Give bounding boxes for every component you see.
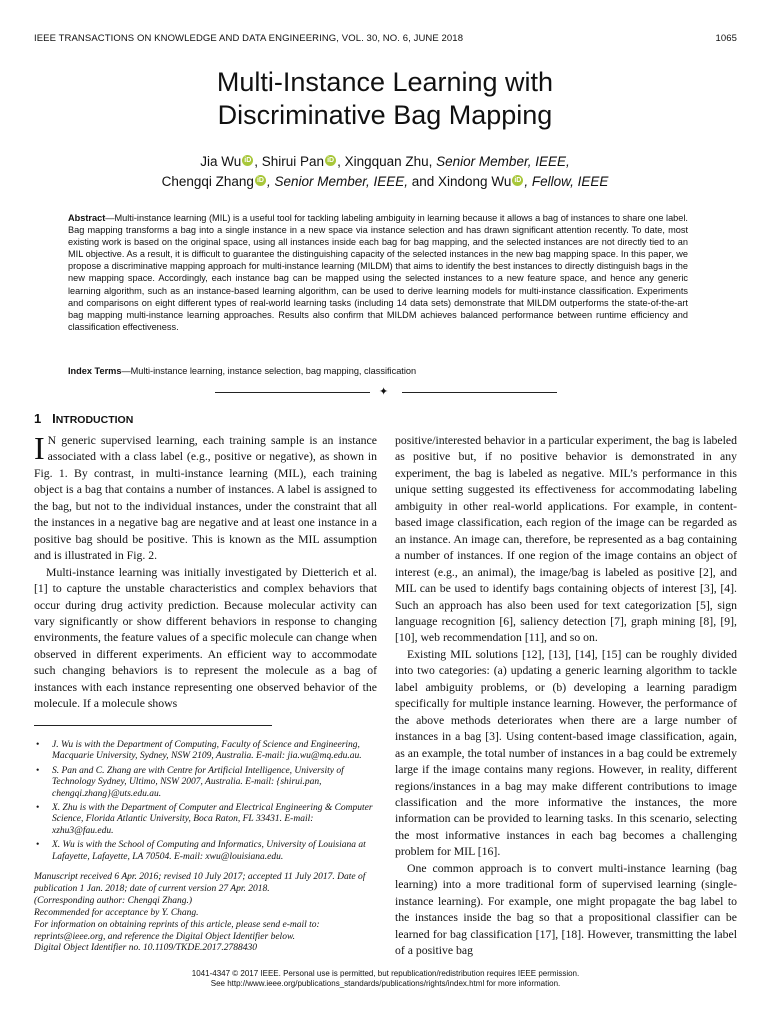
paragraph: Multi-instance learning was initially investigated by Dietterich et al. [1] to capture the unstable characteristics and complex behaviors that occur during drug activity prediction. Because molecular activity can vary significantly or show different behaviors in response to changing environments, the feature values of a specific molecule can change when observed in different experiments. An efficient way to accommodate such changing behaviors is to represent the molecule as a bag of instances with each instance representing one observed behavior of the molecule. If a molecule shows bbox=[34, 565, 377, 711]
bullet-icon: • bbox=[36, 765, 40, 776]
paragraph: I N generic supervised learning, each training sample is an instance associated with a class label (e.g., positive or negative), as shown in Fig. 1. By contrast, in multi-instance learning (MIL), each training object is a bag that contains a number of instances. A label is assigned to the bag, but not to the individual instances, under the constraint that all the instances in a negative bag are negative and at least one instance in a positive bag should be positive. This is known as the MIL assumption and is illustrated in Fig. 2. bbox=[34, 430, 377, 563]
rights-link[interactable]: See http://www.ieee.org/publications_standards/publications/rights/index.html for more information. bbox=[210, 978, 561, 988]
author-xindong-wu: and Xindong Wu bbox=[408, 174, 512, 189]
orcid-icon[interactable]: iD bbox=[244, 157, 252, 164]
journal-header: IEEE TRANSACTIONS ON KNOWLEDGE AND DATA ENGINEERING, VOL. 30, NO. 6, JUNE 2018 bbox=[34, 33, 464, 44]
abstract-label: Abstract bbox=[68, 213, 106, 223]
orcid-icon[interactable]: iD bbox=[327, 157, 335, 164]
author-line-1 bbox=[60, 152, 710, 172]
paragraph: One common approach is to convert multi-instance learning (bag learning) into a more traditional form of supervised learning (single-instance learning). For example, one might propagate the bag label to the instances inside the bag so that a propositional classifier can be learned for bag classification [17], [18]. However, transmitting the label of a positive bag bbox=[395, 861, 737, 958]
doi[interactable]: Digital Object Identifier no. 10.1109/TKDE.2017.2788430 bbox=[34, 943, 258, 954]
footnote-item: • X. Zhu is with the Department of Computer and Electrical Engineering & Computer Science, Florida Atlantic University, Boca Raton, FL 33431. E-mail: xzhu3@fau.edu. bbox=[36, 803, 373, 836]
footnote-rule bbox=[34, 725, 272, 726]
index-terms-text: —Multi-instance learning, instance selection, bag mapping, classification bbox=[121, 366, 417, 376]
paragraph: positive/interested behavior in a particular experiment, the bag is labeled as positive but, if no positive behavior is demonstrated in any experiment, the bag is labeled as negative. MIL’s performance in this unique setting suggested its effectiveness for accommodating labeling ambiguity in other real-world applications. For example, in content-based image classification, each region of the image can be regarded as an instance. An image can, therefore, be represented as a bag containing a number of instances. If one region of the image contains an object of interest (e.g., an animal), the image/bag is labeled as positive [2], and MIL can be used to identify bags containing objects of interest [3], [4]. Such an approach has also been used for text categorization [5], sign language recognition [6], saliency detection [7], graph mining [8], [9], [10], web recommendation [11], and so on. bbox=[395, 434, 737, 645]
bullet-icon: • bbox=[36, 740, 40, 750]
bullet-icon: • bbox=[36, 803, 40, 814]
title-line-1: Multi-Instance Learning with bbox=[216, 67, 554, 97]
bullet-icon: • bbox=[36, 840, 40, 851]
section-title-rest: NTRODUCTION bbox=[55, 414, 134, 426]
footnote-item: • X. Wu is with the School of Computing and Informatics, University of Louisiana at Lafayette, Lafayette, LA 70504. E-mail: xwu@louisiana.edu. bbox=[36, 840, 366, 862]
orcid-icon[interactable]: iD bbox=[256, 177, 264, 184]
paragraph: Existing MIL solutions [12], [13], [14], [15] can be roughly divided into two categories: (a) updating a generic learning algorithm to tackle label ambiguity problems, or (b) developing a learning paradigm specifically for multiple instance learning. However, the performance of the above methods deteriorates when there are a large number of instances in a bag [3]. Using content-based image classification, again, as an example, the total number of instances in a bag could be extremely large if the image contains many regions. However, in reality, different regions/instances in a bag may make different contributions to image classification and the more informative the instances, the more information can be provided to learning tasks. In this scenario, selecting the most informative instances in each bag becomes a challenging problem for MIL [16]. bbox=[395, 647, 737, 859]
divider-diamond-icon: ✦ bbox=[379, 386, 389, 398]
author-role: , Fellow, IEEE bbox=[524, 174, 609, 189]
divider-line-left bbox=[215, 392, 370, 393]
affiliation-footnotes bbox=[34, 740, 377, 866]
paper-title bbox=[60, 66, 710, 132]
orcid-icon[interactable]: iD bbox=[514, 177, 522, 184]
footnote-item: • S. Pan and C. Zhang are with Centre for Artificial Intelligence, University of Technology Sydney, Ultimo, NSW 2007, Australia. E-mail: {shirui.pan, chengqi.zhang}@uts.edu.au. bbox=[36, 765, 344, 799]
reprints-info: For information on obtaining reprints of this article, please send e-mail to: reprints@ieee.org, and reference the Digital Object Identifier below. bbox=[34, 919, 320, 942]
page-number: 1065 bbox=[715, 33, 737, 44]
author-role: Senior Member, IEEE, bbox=[436, 154, 570, 169]
abstract-text: —Multi-instance learning (MIL) is a useful tool for tackling labeling ambiguity in learning because it allows a bag of instances to share one label. Bag mapping transforms a bag into a single instance in a new space via instance selection and has drawn significant attention recently. To date, most existing work is based on the original space, using all instances inside each bag for bag mapping, and the selected instances are not directly tied to an MIL objective. As a result, it is difficult to guarantee the distinguishing capacity of the selected instances in the new bag mapping space. In this paper, we propose a discriminative mapping approach for multi-instance learning (MILDM) that aims to identify the best instances to directly distinguish bags in the new mapping space. Accordingly, each instance bag can be mapped using the selected instances to a new feature space, and hence any generic learning algorithm, such as an instance-based learning algorithm, can be used to derive learning models for multi-instance classification. Experiments and comparisons on eight different types of real-world learning tasks (including 14 data sets) demonstrate that MILDM outperforms the state-of-the-art bag mapping multi-instance learning approaches. Results also confirm that MILDM achieves balanced performance between runtime efficiency and classification effectiveness. bbox=[68, 213, 688, 332]
author-chengqi-zhang: Chengqi Zhang bbox=[161, 174, 254, 189]
copyright-line: 1041-4347 © 2017 IEEE. Personal use is permitted, but republication/redistribution requires IEEE permission. bbox=[191, 969, 580, 978]
index-terms bbox=[68, 365, 688, 377]
running-header bbox=[34, 33, 737, 47]
section-heading bbox=[34, 411, 133, 426]
footnote-item: • J. Wu is with the Department of Computing, Faculty of Science and Engineering, Macquarie University, Sydney, NSW 2109, Australia. E-mail: jia.wu@mq.edu.au. bbox=[36, 740, 362, 762]
author-line-2 bbox=[60, 172, 710, 192]
drop-cap: I bbox=[34, 430, 45, 466]
author-shirui-pan: , Shirui Pan bbox=[254, 154, 325, 169]
body-column-right bbox=[395, 433, 737, 960]
abstract bbox=[68, 212, 688, 333]
manuscript-info bbox=[34, 872, 377, 955]
body-column-left bbox=[34, 430, 377, 713]
title-line-2: Discriminative Bag Mapping bbox=[217, 100, 553, 130]
index-terms-label: Index Terms bbox=[68, 366, 122, 376]
author-xingquan-zhu: , Xingquan Zhu, bbox=[337, 154, 437, 169]
divider-line-right bbox=[402, 392, 557, 393]
copyright-notice bbox=[34, 969, 737, 988]
recommended-by: Recommended for acceptance by Y. Chang. bbox=[34, 907, 199, 918]
corresponding-author: (Corresponding author: Chengqi Zhang.) bbox=[34, 895, 192, 906]
author-role: , Senior Member, IEEE, bbox=[266, 174, 408, 189]
author-list bbox=[60, 152, 710, 192]
manuscript-dates: Manuscript received 6 Apr. 2016; revised 10 July 2017; accepted 11 July 2017. Date of publication 1 Jan. 2018; date of current version 27 Apr. 2018. bbox=[34, 872, 366, 894]
author-jia-wu: Jia Wu bbox=[200, 154, 242, 169]
section-title-initial: I bbox=[52, 411, 56, 426]
section-divider bbox=[215, 386, 557, 398]
section-number: 1 bbox=[34, 411, 42, 426]
